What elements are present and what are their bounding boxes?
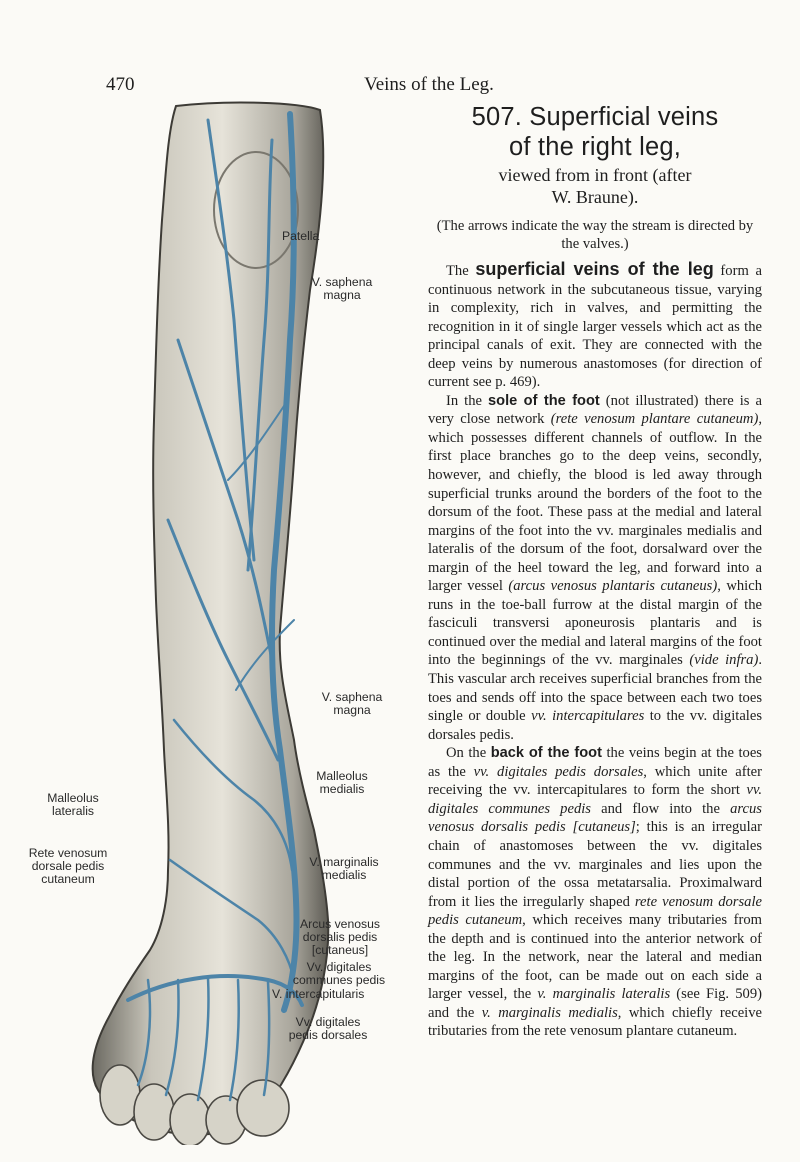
label-arcus-2: dorsalis pedis — [302, 930, 378, 944]
running-title: Veins of the Leg. — [364, 74, 494, 95]
label-marginalis-1: V. marginalis — [309, 855, 379, 869]
label-digitales-dorsales-2: pedis dorsales — [288, 1028, 368, 1042]
paragraph-2: In the sole of the foot (not illustrated) there is a very close network (rete venosum plantare cutaneum), which possesses different channels of outflow. In the first place branches go to the deep veins, secondly, however, and chiefly, the blood is led away through superficial trunks around the borders of the foot to the dorsum of the foot. These pass at the medial and lateral margins of the foot into the vv. marginales medialis and lateralis of the dorsum of the foot, dorsalward over the margin of the heel toward the leg, and forward into a larger vessel (arcus venosus plantaris cutaneus), which runs in the toe-ball furrow at the distal margin of the fasciculi transversi aponeurosis plantaris and is continued over the medial and lateral margins of the foot into the beginnings of the vv. marginales (vide infra). This vascular arch receives superficial branches from the toes and sends off into the space between each two toes single or double vv. intercapitulares to the vv. digitales dorsales pedis. — [428, 392, 763, 743]
term-superficial-veins: superficial veins of the leg — [475, 259, 714, 279]
label-saphena-lower-2: magna — [333, 703, 371, 717]
article — [428, 102, 762, 1041]
label-malleolus-medialis-2: medialis — [319, 782, 365, 796]
article-subtitle — [428, 164, 762, 208]
label-saphena-upper-2: magna — [323, 288, 361, 302]
page-header — [106, 74, 752, 98]
article-title — [428, 102, 762, 162]
label-digitales-communes-2: communes pedis — [292, 973, 386, 987]
term-back-of-foot: back of the foot — [490, 745, 602, 762]
article-body — [428, 260, 762, 1041]
arrow-note: (The arrows indicate the way the stream is directed by the valves.) — [436, 218, 754, 252]
label-arcus-3: [cutaneus] — [311, 943, 369, 957]
label-saphena-lower-1: V. saphena — [321, 690, 383, 704]
label-digitales-dorsales-1: Vv. digitales — [295, 1015, 361, 1029]
label-digitales-communes-1: Vv. digitales — [306, 960, 372, 974]
page-number: 470 — [106, 74, 135, 95]
title-line-2: of the right leg, — [508, 133, 682, 161]
label-marginalis-2: medialis — [321, 868, 367, 882]
label-saphena-upper-1: V. saphena — [311, 275, 373, 289]
label-arcus-1: Arcus venosus — [300, 917, 380, 931]
subtitle-line-1: viewed from in front (after — [498, 165, 692, 185]
paragraph-1: The superficial veins of the leg form a continuous network in the subcutaneous tissue, varying in complexity, rich in valves, and permitting the recognition in it of single larger vessels which act as the principal canals of exit. They are connected with the deep veins by numerous anastomoses (for direction of current see p. 469). — [428, 259, 762, 391]
paragraph-3: On the back of the foot the veins begin at the toes as the vv. digitales pedis dorsales, which unite after receiving the vv. intercapitulares to form the short vv. digitales communes pedis and flow into the arcus venosus dorsalis pedis [cutaneus]; this is an irregular chain of anastomoses between the vv. digitales communes and the vv. marginales and lies upon the distal portion of the ossa metatarsalia. Proximalward from it lies the irregularly shaped rete venosum dorsale pedis cutaneum, which receives many tributaries from the depth and is continued into the anterior network of the leg. In the network, near the lateral and median margins of the foot, can be made out on each side a larger vessel, the v. marginalis lateralis (see Fig. 509) and the v. marginalis medialis, which chiefly receive tributaries from the rete venosum plantare cutaneum. — [428, 745, 763, 1040]
subtitle-line-2: W. Braune). — [551, 187, 639, 207]
label-rete-2: dorsale pedis — [31, 859, 105, 873]
label-malleolus-lateralis-1: Malleolus — [47, 791, 99, 805]
label-patella: Patella — [282, 229, 320, 243]
label-malleolus-medialis-1: Malleolus — [316, 769, 368, 783]
leg-vein-illustration — [28, 100, 398, 1145]
label-malleolus-lateralis-2: lateralis — [52, 804, 94, 818]
label-rete-3: cutaneum — [41, 872, 95, 886]
label-intercapitularis: V. intercapitularis — [272, 987, 365, 1001]
term-sole-of-foot: sole of the foot — [488, 392, 600, 409]
title-line-1: 507. Superficial veins — [471, 103, 719, 131]
label-rete-1: Rete venosum — [28, 846, 108, 860]
